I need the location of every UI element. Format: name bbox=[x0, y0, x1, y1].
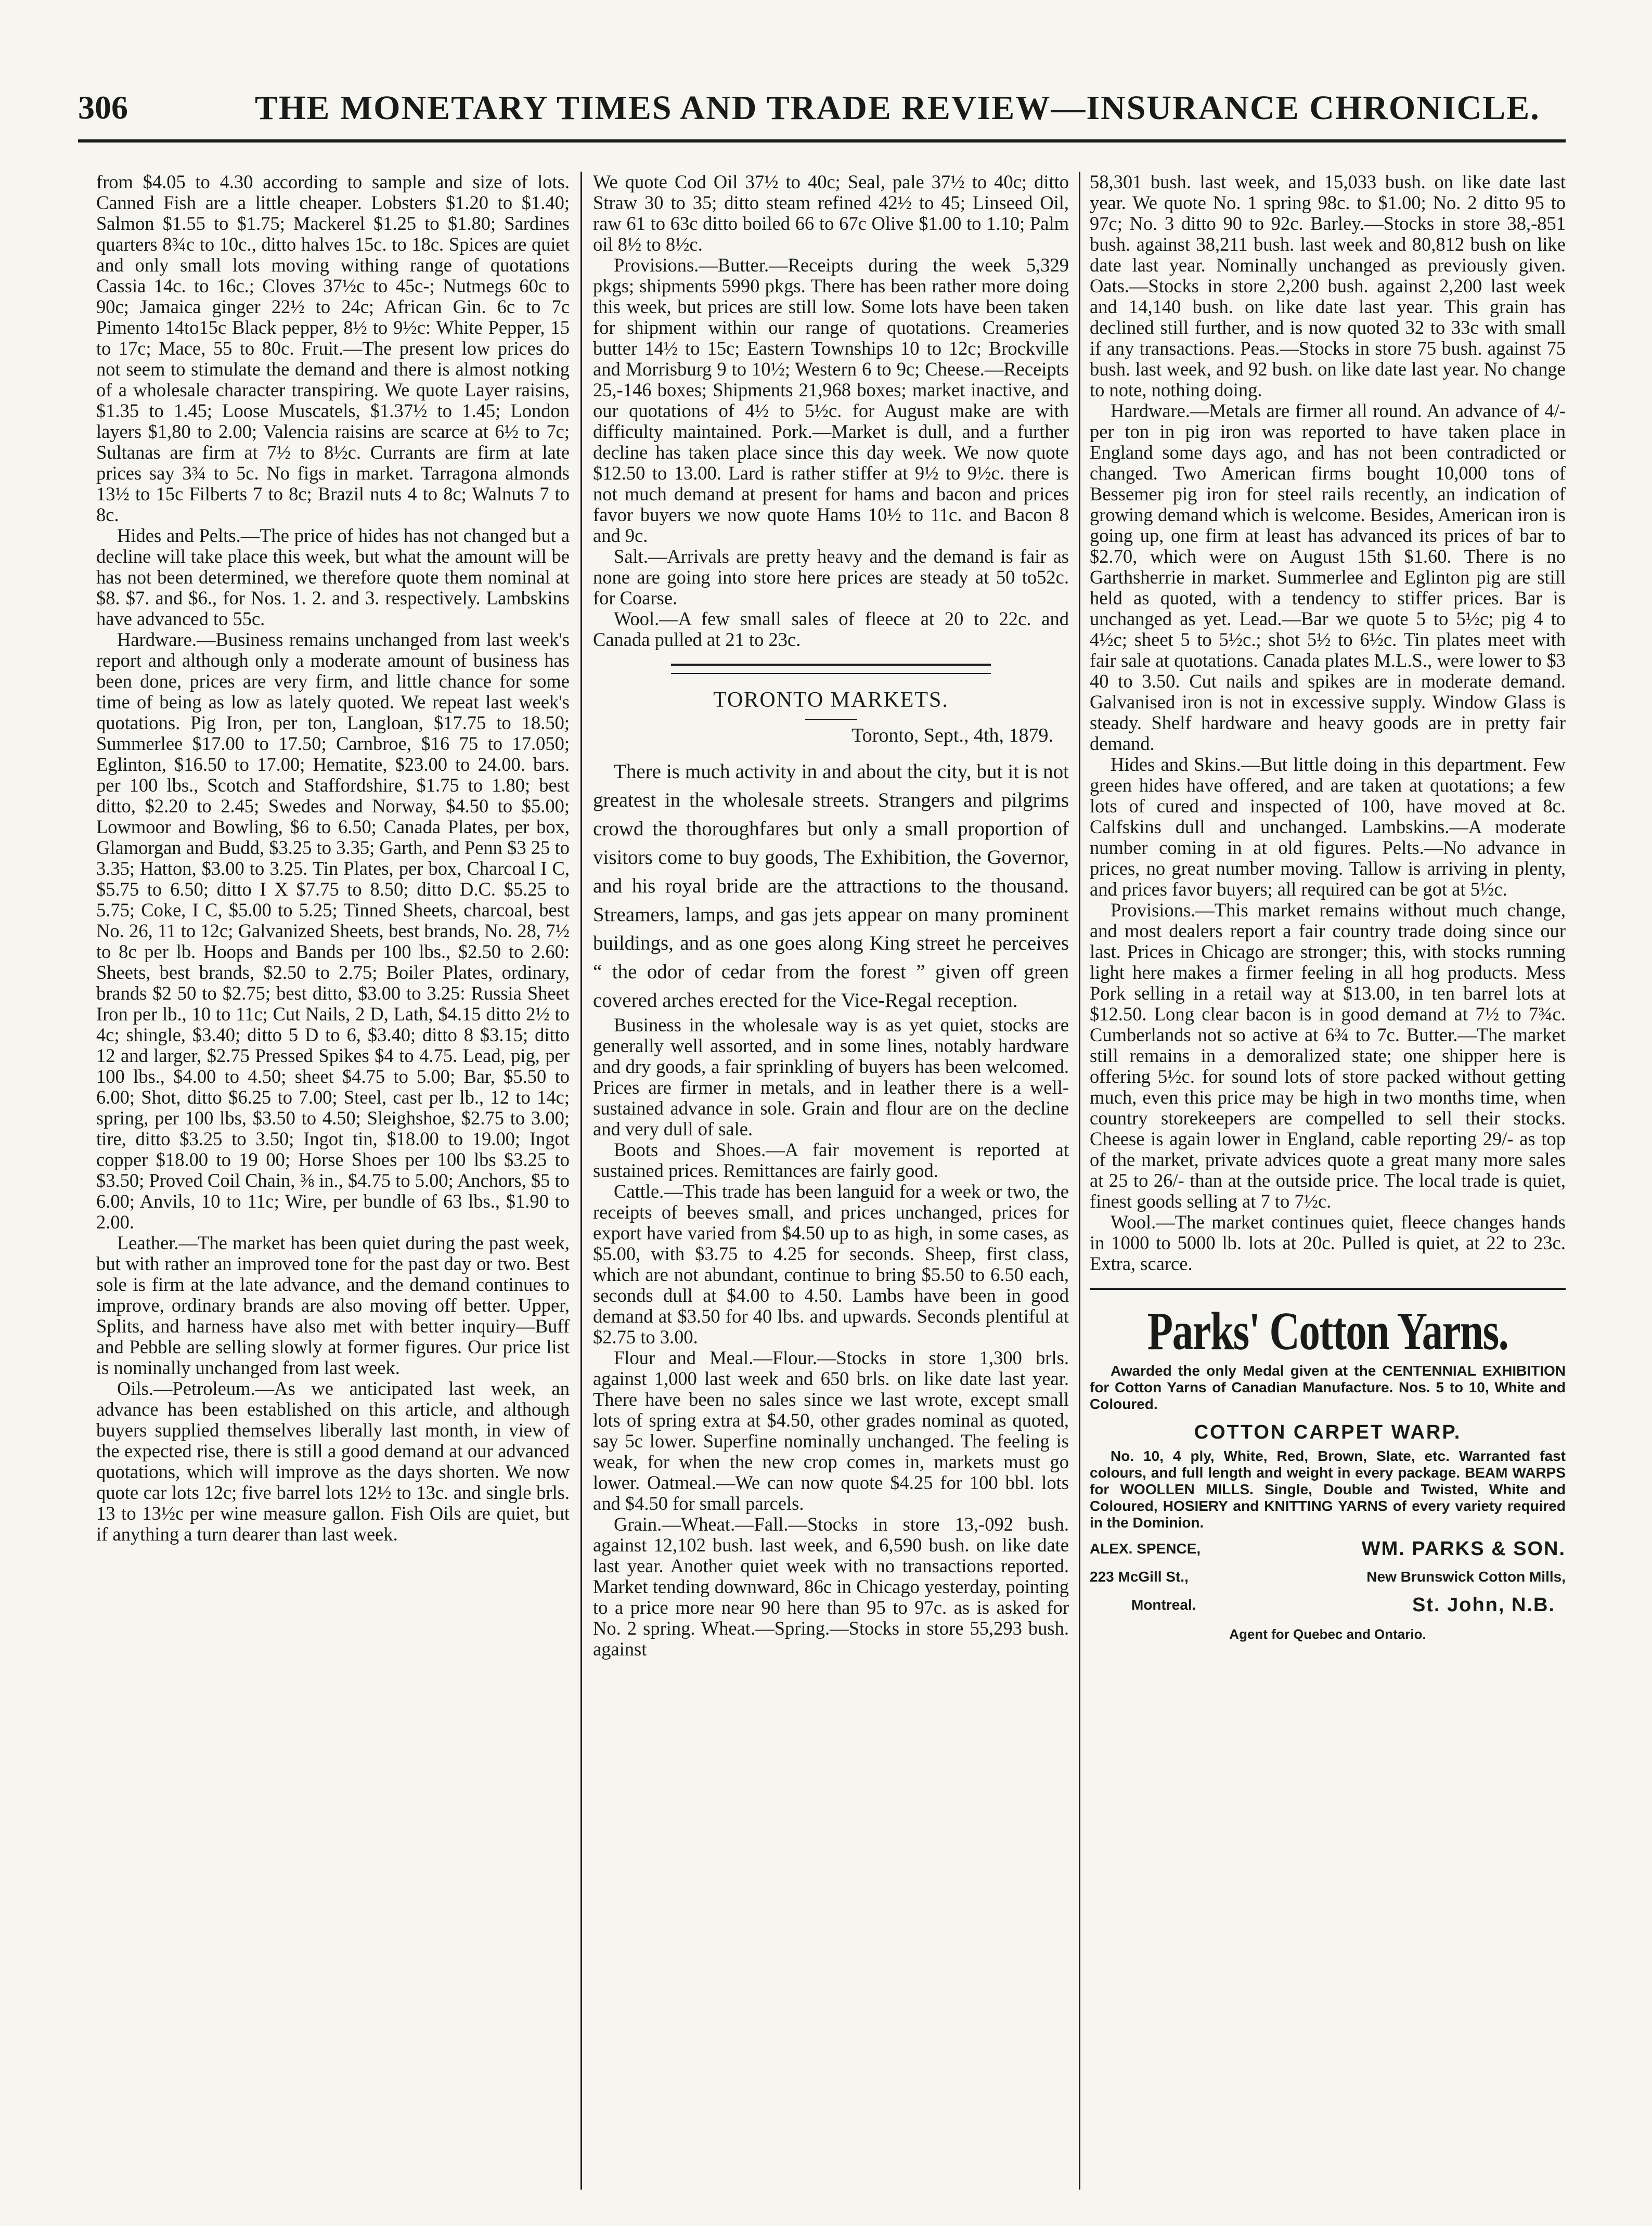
agent-city: Montreal. bbox=[1131, 1597, 1196, 1613]
paragraph-provisions: Provisions.—Butter.—Receipts during the week 5,329 pkgs; shipments 5990 pkgs. There has been rather more doing this week, but prices are still low. Some lots have been taken for shipment within our range of quotations. Creameries butter 14½ to 15c; Eastern Townships 10 to 12c; Brockville and Morrisburg 9 to 10½; Western 6 to 9c; Cheese.—Receipts 25,-146 boxes; Shipments 21,968 boxes; market inactive, and our quotations of 4½ to 5½c. for August make are with difficulty maintained. Pork.—Market is dull, and a further decline has taken place since this day week. We now quote $12.50 to 13.00. Lard is rather stiffer at 9½ to 9½c. there is not much demand at present for hams and bacon and prices favor buyers we now quote Hams 10½ to 11c. and Bacon 8 and 9c. bbox=[593, 254, 1069, 546]
column-rule-2 bbox=[1079, 172, 1080, 2190]
advertisement-cities bbox=[1090, 1595, 1566, 1615]
header-rule bbox=[78, 139, 1566, 143]
firm-name: WM. PARKS & SON. bbox=[1361, 1538, 1566, 1560]
paragraph-oils: Oils.—Petroleum.—As we anticipated last week, an advance has been established on this article, and although buyers supplied themselves liberally last month, in view of the expected rise, there is still a good demand at our advanced quotations, which will improve as the days shorten. We now quote car lots 12c; five barrel lots 12½ to 13c. and single brls. 13 to 13½c per wine measure gallon. Fish Oils are quiet, but if anything a turn dearer than last week. bbox=[96, 1378, 570, 1545]
paragraph-hides-and-skins: Hides and Skins.—But little doing in this department. Few green hides have offered, and are taken at quotations; a few lots of cured and inspected of 100, have moved at 8c. Calfskins dull and unchanged. Lambskins.—A moderate number coming in at old figures. Pelts.—No advance in prices, no great number moving. Tallow is arriving in plenty, and prices favor buyers; all required can be got at 5½c. bbox=[1090, 754, 1566, 900]
paragraph-wool: Wool.—A few small sales of fleece at 20 to 22c. and Canada pulled at 21 to 23c. bbox=[593, 608, 1069, 650]
paragraph-salt: Salt.—Arrivals are pretty heavy and the demand is fair as none are going into store here prices are steady at 50 to52c. for Coarse. bbox=[593, 546, 1069, 609]
running-head: THE MONETARY TIMES AND TRADE REVIEW—INSURANCE CHRONICLE. bbox=[255, 89, 1540, 127]
advertisement-addresses bbox=[1090, 1567, 1566, 1587]
section-rule bbox=[671, 664, 991, 674]
advertisement-rule bbox=[1090, 1288, 1566, 1290]
paragraph-hides-and-pelts: Hides and Pelts.—The price of hides has not changed but a decline will take place this week, but what the amount will be has not been determined, we therefore quote them nominal at $8. $7. and $6., for Nos. 1. 2. and 3. respectively. Lambskins have advanced to 55c. bbox=[96, 525, 570, 629]
paragraph-hardware: Hardware.—Metals are firmer all round. An advance of 4/- per ton in pig iron was reported to have taken place in England some days ago, and has not been contradicted or changed. Two American firms bought 10,000 tons of Bessemer pig iron for steel rails recently, an indication of growing demand which is welcome. Besides, American iron is going up, one firm at least has advanced its prices of bar to $2.70, which were on August 15th $1.60. There is no Garthsherrie in market. Summerlee and Eglinton pig are still held as quoted, with a tendency to stiffer prices. Bar is unchanged as yet. Lead.—Bar we quote 5 to 5½c; pig 4 to 4½c; sheet 5 to 5½c.; shot 5½ to 6½c. Tin plates meet with fair sale at quotations. Canada plates M.L.S., were lower to $3 40 to 3.50. Cut nails and spikes are in moderate demand. Galvanised iron is not in excessive supply. Window Glass is steady. Shelf hardware and heavy goods are in pretty fair demand. bbox=[1090, 400, 1566, 754]
dateline: Toronto, Sept., 4th, 1879. bbox=[851, 724, 1053, 746]
advertisement bbox=[1090, 1300, 1566, 1645]
paragraph-flour-and-meal: Flour and Meal.—Flour.—Stocks in store 1,300 brls. against 1,000 last week and 650 brls. on like date last year. There have been no sales since we last wrote, except small lots of spring extra at $4.50, other grades nominal as quoted, say 5c lower. Superfine nominally unchanged. The feeling is weak, for when the new crop comes in, markets must go lower. Oatmeal.—We can now quote $4.25 for 100 bbl. lots and $4.50 for small parcels. bbox=[593, 1347, 1069, 1514]
paragraph-oils-cont: We quote Cod Oil 37½ to 40c; Seal, pale 37½ to 40c; ditto Straw 30 to 35; ditto steam refined 42½ to 45; Linseed Oil, raw 61 to 63c ditto boiled 66 to 67c Olive $1.00 to 1.10; Palm oil 8½ to 8½c. bbox=[593, 172, 1069, 255]
paragraph-grain: Grain.—Wheat.—Fall.—Stocks in store 13,-092 bush. against 12,102 bush. last week, and 6,590 bush. on like date last year. Another quiet week with no transactions reported. Market tending downward, 86c in Chicago yesterday, pointing to a price more near 90 here than 95 to 97c. as is asked for No. 2 spring. Wheat.—Spring.—Stocks in store 55,293 bush. against bbox=[593, 1513, 1069, 1660]
column-rule-1 bbox=[580, 172, 582, 2190]
advertisement-names bbox=[1090, 1538, 1566, 1559]
firm-address: New Brunswick Cotton Mills, bbox=[1366, 1569, 1566, 1585]
agent-note: Agent for Quebec and Ontario. bbox=[1229, 1626, 1426, 1642]
column-3 bbox=[1090, 172, 1566, 2195]
lede-paragraph: There is much activity in and about the city, but it is not greatest in the wholesale streets. Strangers and pilgrims crowd the thoroughfares but only a small proportion of visitors come to buy goods, The Exhibition, the Governor, and his royal bride are the attractions to the thousand. Streamers, lamps, and gas jets appear on many prominent buildings, and as one goes along King street he perceives “ the odor of cedar from the forest ” given off green covered arches erected for the Vice-Regal reception. bbox=[593, 760, 1069, 1012]
page-number: 306 bbox=[78, 89, 128, 126]
column-1 bbox=[96, 172, 570, 2195]
page-header bbox=[78, 88, 1566, 130]
advertisement-subheading: COTTON CARPET WARP. bbox=[1194, 1421, 1462, 1443]
paragraph-hardware: Hardware.—Business remains unchanged from last week's report and although only a moderate amount of business has been done, prices are very firm, and little chance for some time of being as low as lately quoted. We repeat last week's quotations. Pig Iron, per ton, Langloan, $17.75 to 18.50; Summerlee $17.00 to 17.50; Carnbroe, $16 75 to 17.050; Eglinton, $16.50 to 17.00; Hematite, $23.00 to 24.00. bars. per 100 lbs., Scotch and Staffordshire, $1.75 to 1.80; best ditto, $2.20 to 2.45; Swedes and Norway, $4.50 to $5.00; Lowmoor and Bowling, $6 to 6.50; Canada Plates, per box, Glamorgan and Budd, $3.25 to 3.35; Garth, and Penn $3 25 to 3.35; Hatton, $3.00 to 3.25. Tin Plates, per box, Charcoal I C, $5.75 to 6.50; ditto I X $7.75 to 8.50; ditto D.C. $5.25 to 5.75; Coke, I C, $5.00 to 5.25; Tinned Sheets, charcoal, best No. 26, 11 to 12c; Galvanized Sheets, best brands, No. 28, 7½ to 8c per lb. Hoops and Bands per 100 lbs., $2.50 to 2.60: Sheets, best brands, $2.50 to 2.75; Boiler Plates, ordinary, brands $2 50 to $2.75; best ditto, $3.00 to 3.25: Russia Sheet Iron per lb., 10 to 11c; Cut Nails, 2 D, Lath, $4.15 ditto 2½ to 4c; shingle, $3.40; ditto 5 D to 6, $3.40; ditto 8 $3.15; ditto 12 and larger, $2.75 Pressed Spikes $4 to 4.75. Lead, pig, per 100 lbs., $4.00 to 4.50; sheet $4.75 to 5.00; Bar, $5.50 to 6.00; Shot, ditto $6.25 to 7.00; Steel, cast per lb., 12 to 14c; spring, per 100 lbs, $3.50 to 4.50; Sleighshoe, $2.75 to 3.00; tire, ditto $3.25 to 3.50; Ingot tin, $18.00 to 19.00; Ingot copper $18.00 to 19 00; Horse Shoes per 100 lbs $3.25 to $3.50; Proved Coil Chain, ⅜ in., $4.75 to 5.00; Anchors, $5 to 6.00; Anvils, 10 to 11c; Wire, per bundle of 63 lbs., $1.90 to 2.00. bbox=[96, 629, 570, 1233]
paragraph-wholesale: Business in the wholesale way is as yet quiet, stocks are generally well assorted, and in some lines, notably hardware and dry goods, a fair sprinkling of buyers has been welcomed. Prices are firmer in metals, and in leather there is a well-sustained advance in sole. Grain and flour are on the decline and very dull of sale. bbox=[593, 1014, 1069, 1140]
short-rule bbox=[805, 719, 857, 720]
agent-name: ALEX. SPENCE, bbox=[1090, 1541, 1201, 1557]
column-2 bbox=[593, 172, 1069, 2195]
paragraph-grain-cont: 58,301 bush. last week, and 15,033 bush. on like date last year. We quote No. 1 spring 98c. to $1.00; No. 2 ditto 95 to 97c; No. 3 ditto 90 to 92c. Barley.—Stocks in store 38,-851 bush. against 38,211 bush. last week and 80,812 bush on like date last year. Nominally unchanged as previously given. Oats.—Stocks in store 2,200 bush. against 2,200 last week and 14,140 bush. on like date last year. This grain has declined still further, and is now quoted 32 to 33c with small if any transactions. Peas.—Stocks in store 75 bush. against 75 bush. last week, and 92 bush. on like date last year. No change to note, nothing doing. bbox=[1090, 172, 1566, 400]
paragraph: from $4.05 to 4.30 according to sample and size of lots. Canned Fish are a little cheaper. Lobsters $1.20 to $1.40; Salmon $1.55 to $1.75; Mackerel $1.25 to $1.80; Sardines quarters 8¾c to 10c., ditto halves 15c. to 18c. Spices are quiet and only small lots moving withing range of quotations Cassia 14c. to 16c.; Cloves 37½c to 45c-; Nutmegs 60c to 90c; Jamaica ginger 22½ to 24c; African Gin. 6c to 7c Pimento 14to15c Black pepper, 8½ to 9½c: White Pepper, 15 to 17c; Mace, 55 to 80c. Fruit.—The present low prices do not seem to stimulate the demand and there is almost notking of a wholesale character transpiring. We quote Layer raisins, $1.35 to 1.45; Loose Muscatels, $1.37½ to 1.45; London layers $1,80 to 2.00; Valencia raisins are scarce at 6½ to 7c; Sultanas are firm at 7½ to 8½c. Currants are firm at late prices say 3¾ to 5c. No figs in market. Tarragona almonds 13½ to 15c Filberts 7 to 8c; Brazil nuts 4 to 8c; Walnuts 7 to 8c. bbox=[96, 172, 570, 525]
advertisement-award: Awarded the only Medal given at the CENTENNIAL EXHIBITION for Cotton Yarns of Canadian Manufacture. Nos. 5 to 10, White and Coloured. bbox=[1090, 1363, 1566, 1412]
paragraph-boots-and-shoes: Boots and Shoes.—A fair movement is reported at sustained prices. Remittances are fairly good. bbox=[593, 1139, 1069, 1181]
advertisement-title: Parks' Cotton Yarns. bbox=[1147, 1301, 1508, 1361]
agent-address: 223 McGill St., bbox=[1090, 1569, 1189, 1585]
paragraph-provisions: Provisions.—This market remains without much change, and most dealers report a fair country trade doing since our last. Prices in Chicago are stronger; this, with stocks running light here makes a firmer feeling in all hog products. Mess Pork selling in a retail way at $13.00, in ten barrel lots at $12.50. Long clear bacon is in good demand at 7½ to 7¾c. Cumberlands not so active at 6¾ to 7c. Butter.—The market still remains in a demoralized state; one shipper here is offering 5½c. for sound lots of store packed without getting much, even this price may be high in two months time, when country storekeepers are compelled to sell their stocks. Cheese is again lower in England, cable reporting 29/- as top of the market, private advices quote a great many more sales at 25 to 26/- than at the outside price. The local trade is quiet, finest goods selling at 7 to 7½c. bbox=[1090, 899, 1566, 1212]
section-heading: TORONTO MARKETS. bbox=[713, 688, 949, 712]
paragraph-leather: Leather.—The market has been quiet during the past week, but with rather an improved tone for the past day or two. Best sole is firm at the late advance, and the demand continues to improve, ordinary brands are also moving off better. Upper, Splits, and harness have also met with better inquiry—Buff and Pebble are selling slowly at former figures. Our price list is nominally unchanged from last week. bbox=[96, 1232, 570, 1378]
paragraph-wool: Wool.—The market continues quiet, fleece changes hands in 1000 to 5000 lb. lots at 20c. Pulled is quiet, at 22 to 23c. Extra, scarce. bbox=[1090, 1211, 1566, 1274]
paragraph-cattle: Cattle.—This trade has been languid for a week or two, the receipts of beeves small, and prices unchanged, prices for export have varied from $4.50 up to as high, in some cases, as $5.00, with $3.75 to 4.25 for seconds. Sheep, first class, which are not abundant, continue to bring $5.50 to 6.50 each, seconds dull at $4.00 to 4.50. Lambs have been in good demand at $3.50 for 40 lbs. and upwards. Seconds plentiful at $2.75 to 3.00. bbox=[593, 1181, 1069, 1348]
firm-city: St. John, N.B. bbox=[1412, 1594, 1555, 1616]
advertisement-body: No. 10, 4 ply, White, Red, Brown, Slate, etc. Warranted fast colours, and full length and weight in every package. BEAM WARPS for WOOLLEN MILLS. Single, Double and Twisted, White and Coloured, HOSIERY and KNITTING YARNS of every variety required in the Dominion. bbox=[1090, 1448, 1566, 1531]
